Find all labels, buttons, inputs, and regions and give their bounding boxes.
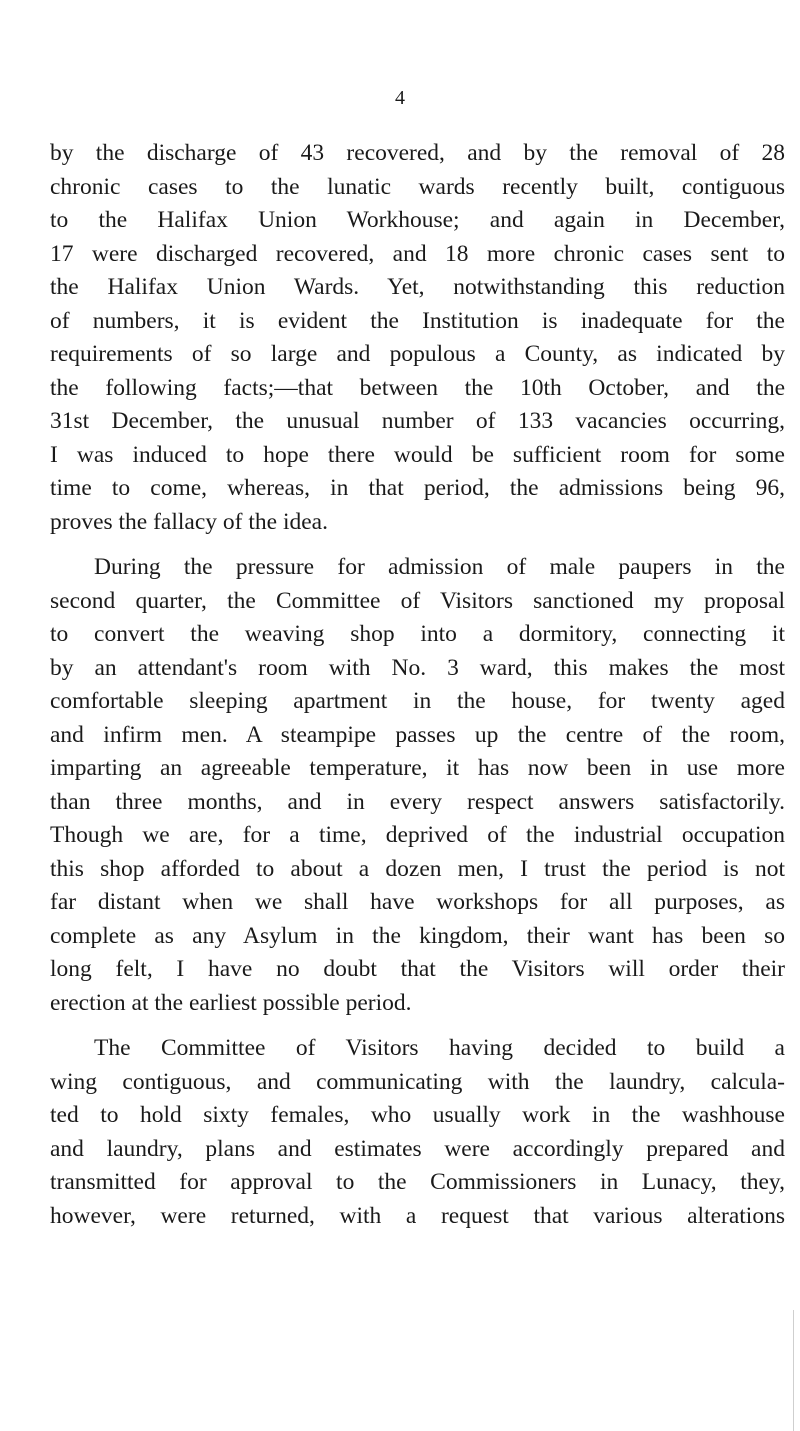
- text-line: far distant when we shall have workshops for all purposes, as: [50, 889, 785, 915]
- text-line: than three months, and in every respect answers satisfactorily.: [50, 788, 785, 815]
- text-line: imparting an agreeable temperature, it has now been in use more: [50, 755, 785, 781]
- text-line: time to come, whereas, in that period, the admissions being 96,: [50, 475, 785, 501]
- text-line: long felt, I have no doubt that the Visitors will order their: [50, 956, 785, 982]
- text-line: the Halifax Union Wards. Yet, notwithstanding this reduction: [50, 274, 785, 300]
- text-line: and infirm men. A steampipe passes up the centre of the room,: [50, 721, 785, 748]
- text-line: comfortable sleeping apartment in the house, for twenty aged: [50, 688, 785, 714]
- text-line: second quarter, the Committee of Visitors sanctioned my proposal: [50, 587, 785, 614]
- text-line: transmitted for approval to the Commissioners in Lunacy, they,: [50, 1169, 785, 1195]
- paragraph-1: [50, 137, 785, 539]
- text-line: and laundry, plans and estimates were accordingly prepared and: [50, 1135, 785, 1162]
- text-line: to convert the weaving shop into a dormitory, connecting it: [50, 621, 785, 647]
- text-line: proves the fallacy of the idea.: [50, 508, 328, 535]
- text-line: by an attendant's room with No. 3 ward, this makes the most: [50, 654, 785, 681]
- text-line: 31st December, the unusual number of 133 vacancies occurring,: [50, 408, 785, 434]
- paragraph-2: [50, 551, 785, 1020]
- text-line: of numbers, it is evident the Institution is inadequate for the: [50, 307, 785, 334]
- text-line: the following facts;—that between the 10th October, and the: [50, 374, 785, 401]
- text-line: ted to hold sixty females, who usually work in the washhouse: [50, 1102, 785, 1128]
- page-edge: [793, 1310, 800, 1431]
- text-line: complete as any Asylum in the kingdom, their want has been so: [50, 922, 785, 949]
- text-line: 17 were discharged recovered, and 18 more chronic cases sent to: [50, 240, 785, 267]
- text-line: chronic cases to the lunatic wards recently built, contiguous: [50, 173, 785, 200]
- body-text: [50, 137, 785, 1233]
- text-line: this shop afforded to about a dozen men, I trust the period is not: [50, 855, 785, 882]
- text-line: Though we are, for a time, deprived of the industrial occupation: [50, 822, 785, 848]
- text-line: I was induced to hope there would be sufficient room for some: [50, 441, 785, 468]
- text-line: The Committee of Visitors having decided to build a: [94, 1035, 785, 1061]
- text-line: by the discharge of 43 recovered, and by the removal of 28: [50, 140, 785, 166]
- text-line: to the Halifax Union Workhouse; and again in December,: [50, 207, 785, 233]
- text-line: however, were returned, with a request that various alterations: [50, 1202, 785, 1229]
- paragraph-3: [50, 1032, 785, 1233]
- text-line: requirements of so large and populous a County, as indicated by: [50, 341, 785, 367]
- text-line: erection at the earliest possible period.: [50, 989, 412, 1016]
- text-line: During the pressure for admission of male paupers in the: [94, 554, 785, 580]
- page-number: 4: [395, 87, 405, 109]
- text-line: wing contiguous, and communicating with the laundry, calcula-: [50, 1068, 785, 1095]
